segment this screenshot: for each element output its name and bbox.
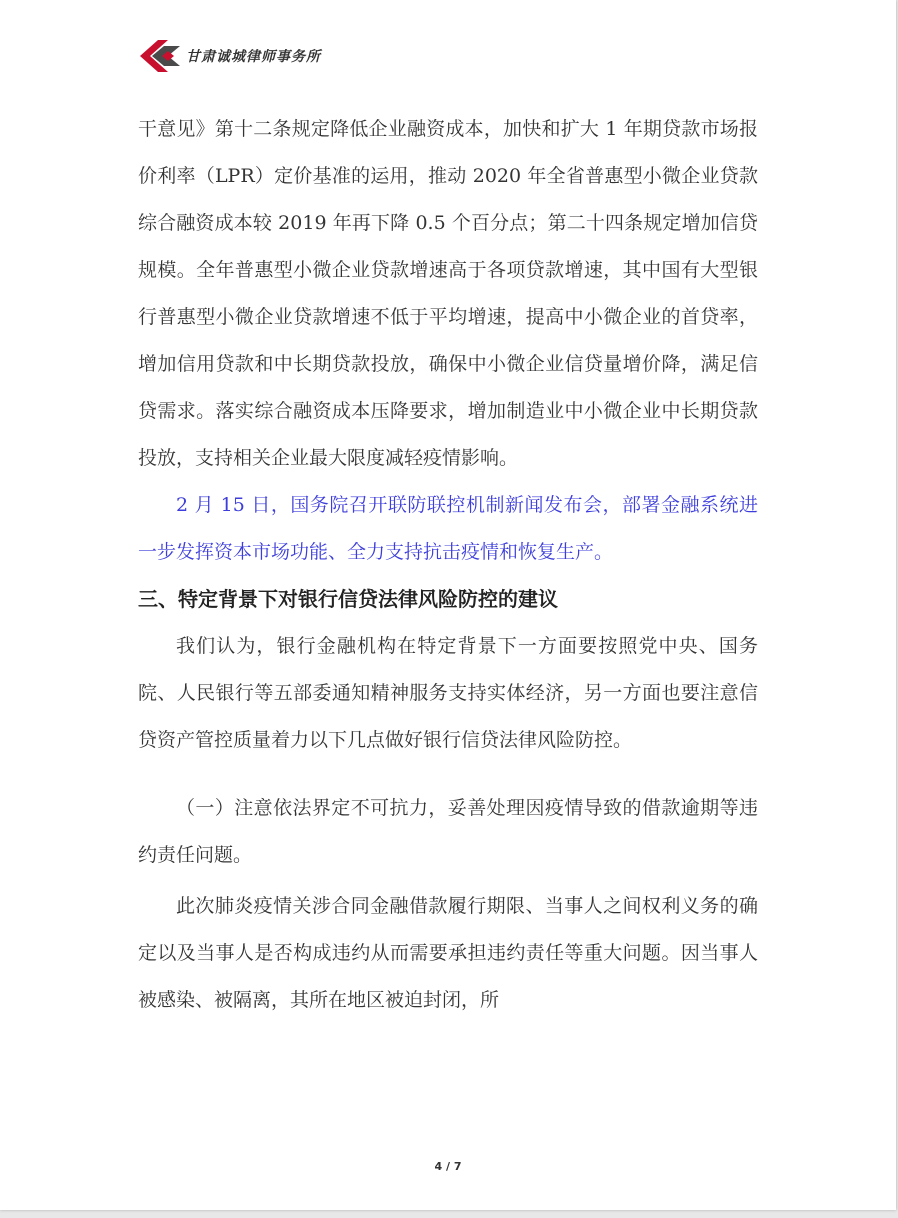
subsection-heading: （一）注意依法界定不可抗力，妥善处理因疫情导致的借款逾期等违约责任问题。: [138, 797, 758, 866]
paragraph-highlight: 2 月 15 日，国务院召开联防联控机制新闻发布会，部署金融系统进一步发挥资本市场功能、全力支持抗击疫情和恢复生产。: [138, 494, 758, 563]
paragraph-continued: 干意见》第十二条规定降低企业融资成本，加快和扩大 1 年期贷款市场报价利率（LPR）定价基准的运用，推动 2020 年全省普惠型小微企业贷款综合融资成本较 2019 年再下降 0.5 个百分点；第二十四条规定增加信贷规模。全年普惠型小微企业贷款增速高于各项贷款增速，其中国有大型银行普惠型小微企业贷款增速不低于平均增速，提高中小微企业的首贷率，增加信用贷款和中长期贷款投放，确保中小微企业信贷量增价降，满足信贷需求。落实综合融资成本压降要求，增加制造业中小微企业中长期贷款投放，支持相关企业最大限度减轻疫情影响。: [138, 118, 758, 469]
letterhead: [138, 36, 321, 76]
firm-logo-icon: [138, 38, 182, 74]
page-number: 4 / 7: [434, 1160, 462, 1173]
document-body: [138, 106, 758, 1024]
paragraph-recommendation-intro: 我们认为，银行金融机构在特定背景下一方面要按照党中央、国务院、人民银行等五部委通知精神服务支持实体经济，另一方面也要注意信贷资产管控质量着力以下几点做好银行信贷法律风险防控。: [138, 635, 758, 751]
section-heading: 三、特定背景下对银行信贷法律风险防控的建议: [138, 587, 558, 611]
paragraph-force-majeure: 此次肺炎疫情关涉合同金融借款履行期限、当事人之间权利义务的确定以及当事人是否构成违约从而需要承担违约责任等重大问题。因当事人被感染、被隔离，其所在地区被迫封闭，所: [138, 895, 758, 1011]
firm-name: 甘肃诚城律师事务所: [186, 49, 321, 65]
paragraph-spacer: [138, 764, 758, 785]
